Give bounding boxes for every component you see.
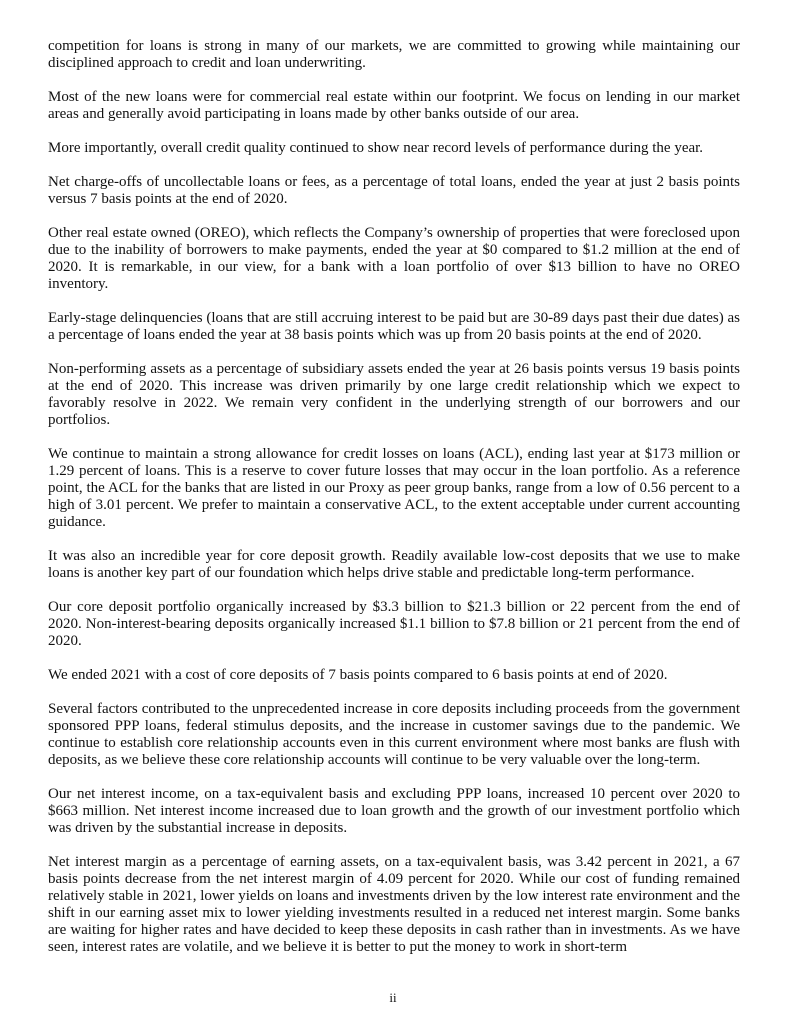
paragraph: Our net interest income, on a tax-equivalent basis and excluding PPP loans, increased 10 percent over 2020 to $663 million. Net interest income increased due to loan growth and the growth of our investment portfolio which was driven by the substantial increase in deposits.	[48, 786, 740, 836]
paragraph: competition for loans is strong in many of our markets, we are committed to growing while maintaining our disciplined approach to credit and loan underwriting.	[48, 38, 740, 71]
paragraph: More importantly, overall credit quality continued to show near record levels of performance during the year.	[48, 140, 704, 156]
paragraph: We ended 2021 with a cost of core deposits of 7 basis points compared to 6 basis points at end of 2020.	[48, 667, 668, 683]
paragraph: Our core deposit portfolio organically increased by $3.3 billion to $21.3 billion or 22 percent from the end of 2020. Non-interest-bearing deposits organically increased $1.1 billion to $7.8 billion or 21 percent from the end of 2020.	[48, 599, 740, 649]
document-body	[48, 38, 740, 973]
paragraph: Net charge-offs of uncollectable loans or fees, as a percentage of total loans, ended the year at just 2 basis points versus 7 basis points at the end of 2020.	[48, 174, 740, 207]
paragraph: Several factors contributed to the unprecedented increase in core deposits including proceeds from the government sponsored PPP loans, federal stimulus deposits, and the increase in customer savings due to the pandemic. We continue to establish core relationship accounts even in this current environment where most banks are flush with deposits, as we believe these core relationship accounts will continue to be very valuable over the long-term.	[48, 701, 740, 768]
paragraph: Other real estate owned (OREO), which reflects the Company’s ownership of properties that were foreclosed upon due to the inability of borrowers to make payments, ended the year at $0 compared to $1.2 million at the end of 2020. It is remarkable, in our view, for a bank with a loan portfolio of over $13 billion to have no OREO inventory.	[48, 225, 740, 292]
paragraph: Net interest margin as a percentage of earning assets, on a tax-equivalent basis, was 3.42 percent in 2021, a 67 basis points decrease from the net interest margin of 4.09 percent for 2020. While our cost of funding remained relatively stable in 2021, lower yields on loans and investments driven by the low interest rate environment and the shift in our earning asset mix to lower yielding investments resulted in a reduced net interest margin. Some banks are waiting for higher rates and have decided to keep these deposits in cash rather than in investments. As we have seen, interest rates are volatile, and we believe it is better to put the money to work in short-term	[48, 854, 740, 955]
paragraph: It was also an incredible year for core deposit growth. Readily available low-cost deposits that we use to make loans is another key part of our foundation which helps drive stable and predictable long-term performance.	[48, 548, 740, 581]
page-number: ii	[389, 990, 397, 1005]
paragraph: Most of the new loans were for commercial real estate within our footprint. We focus on lending in our market areas and generally avoid participating in loans made by other banks outside of our area.	[48, 89, 740, 122]
paragraph: We continue to maintain a strong allowance for credit losses on loans (ACL), ending last year at $173 million or 1.29 percent of loans. This is a reserve to cover future losses that may occur in the loan portfolio. As a reference point, the ACL for the banks that are listed in our Proxy as peer group banks, range from a low of 0.56 percent to a high of 3.01 percent. We prefer to maintain a conservative ACL, to the extent acceptable under current accounting guidance.	[48, 446, 740, 530]
paragraph: Non-performing assets as a percentage of subsidiary assets ended the year at 26 basis points versus 19 basis points at the end of 2020. This increase was driven primarily by one large credit relationship which we expect to favorably resolve in 2022. We remain very confident in the underlying strength of our borrowers and our portfolios.	[48, 361, 740, 428]
paragraph: Early-stage delinquencies (loans that are still accruing interest to be paid but are 30-89 days past their due dates) as a percentage of loans ended the year at 38 basis points which was up from 20 basis points at the end of 2020.	[48, 310, 740, 343]
